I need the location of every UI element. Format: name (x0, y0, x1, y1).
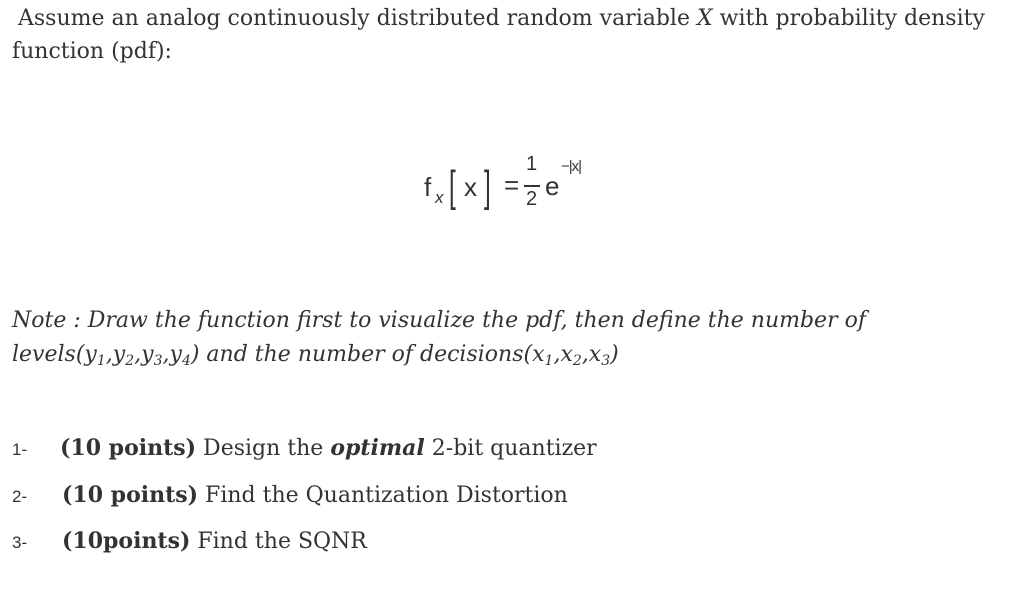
question-number: 2- (12, 486, 28, 506)
formula-fraction-bar (524, 185, 540, 187)
question-text: (10 points) Design the optimal 2-bit quantizer (60, 435, 597, 461)
question-number: 3- (12, 533, 28, 552)
formula-exponential-base: e (545, 171, 560, 201)
note-mid: ) and the number of decisions( (190, 342, 533, 367)
formula-right-bracket: ] (484, 162, 491, 211)
note-decision-x2: $x_2$ (560, 342, 582, 369)
problem-intro (12, 2, 1012, 68)
note-level-y4: $y_4$ (169, 342, 191, 369)
question-points: (10 points) (62, 481, 199, 508)
pdf-formula (424, 150, 624, 240)
formula-equals: = (504, 170, 520, 200)
formula-left-bracket: [ (449, 162, 456, 211)
question-item (12, 430, 912, 477)
note-prefix: Note : Draw the function first to visualize the pdf, then define the number of levels( (12, 308, 866, 367)
intro-text-a: Assume an analog continuously distributed random variable (18, 6, 697, 31)
question-number: 1- (12, 440, 28, 459)
formula-argument: x (464, 172, 477, 202)
note-paragraph: Note : Draw the function first to visualize the pdf, then define the number of $levels(y_1,y_2,y_3,y_4)$ and the number of $decisions(x_1,x_2,x_3)$ (12, 308, 866, 369)
note-decision-x1: $x_1$ (532, 342, 554, 369)
question-list (12, 430, 912, 570)
question-points: (10 points) (60, 435, 197, 461)
formula-exponent: −|x| (561, 158, 582, 175)
question-text: (10points) Find the SQNR (62, 528, 367, 554)
note-level-y1: $y_1$ (84, 342, 106, 369)
formula-denominator: 2 (526, 188, 538, 210)
question-emphasis: optimal (330, 435, 425, 461)
formula-function-subscript: x (435, 188, 444, 207)
question-text: (10 points) Find the Quantization Distortion (62, 481, 568, 508)
question-item (12, 477, 912, 524)
note-decision-x3: $x_3$ (588, 342, 611, 369)
random-variable-symbol: X (696, 6, 713, 31)
question-item (12, 523, 912, 570)
intro-line-1 (12, 2, 1012, 35)
note-suffix: ) (610, 342, 619, 367)
intro-text-b: with probability density (712, 6, 985, 31)
intro-line-2: function (pdf): (12, 39, 172, 64)
note-level-y3: $y_3$ (141, 342, 163, 369)
formula-function-symbol: f (424, 172, 432, 202)
note-level-y2: $y_2$ (112, 342, 135, 369)
question-points: (10points) (62, 528, 191, 554)
formula-numerator: 1 (526, 153, 538, 175)
